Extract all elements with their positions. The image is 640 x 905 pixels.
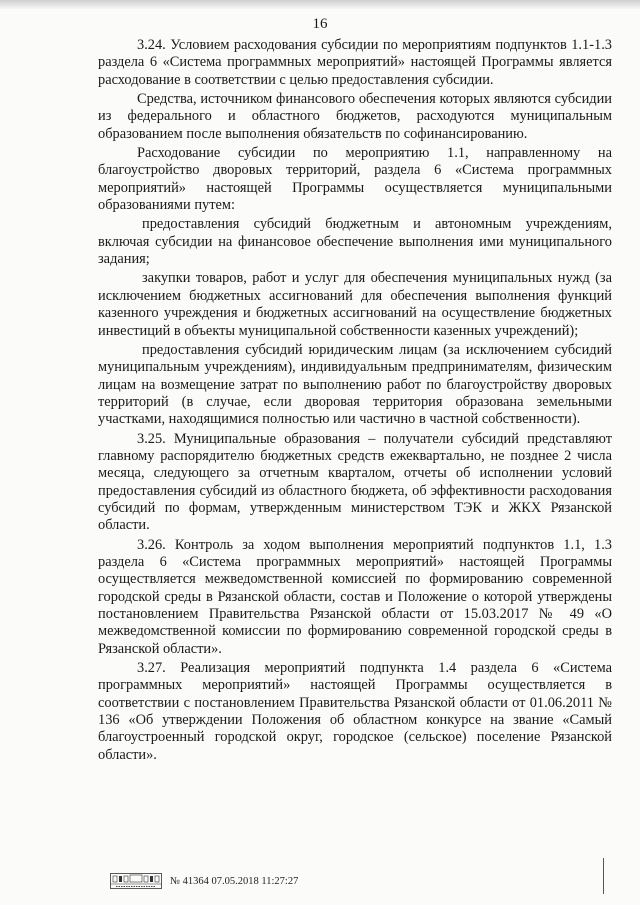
paragraph-spending-1-1: Расходование субсидии по мероприятию 1.1, направленному на благоустройство дворовых территорий, раздела 6 «Система программных мероприятий» настоящей Программы осуществляется муниципальными образованиями путем: [98,145,612,214]
paragraph-3-26: 3.26. Контроль за ходом выполнения мероприятий подпунктов 1.1, 1.3 раздела 6 «Система программных мероприятий» настоящей Программы осуществляется межведомственной комиссией по формированию современной городской среды в Рязанской области, состав и Положение о которой утверждены постановлением Правительства Рязанской области от 15.03.2017 № 49 «О межведомственной комиссии по формированию современной городской среды в Рязанской области». [98,536,612,657]
page-number: 16 [312,16,328,32]
registration-number: № 41364 07.05.2018 11:27:27 [170,875,299,887]
paragraph-3-27: 3.27. Реализация мероприятий подпункта 1.4 раздела 6 «Система программных мероприятий» настоящей Программы осуществляется в соответствии с постановлением Правительства Рязанской области от 01.06.2011 № 136 «Об утверждении Положения об областном конкурсе на звание «Самый благоустроенный городской округ, городское (сельское) поселение Рязанской области». [98,660,612,763]
paragraph-funding-sources: Средства, источником финансового обеспечения которых являются субсидии из федерального и областного бюджетов, расходуются муниципальным образованием после выполнения обязательств по софинансированию. [98,91,612,142]
paragraph-3-25: 3.25. Муниципальные образования – получатели субсидий представляют главному распорядителю бюджетных средств ежеквартально, не позднее 2 числа месяца, следующего за отчетным кварталом, отчеты об исполнении условий предоставления субсидий из областного бюджета, об эффективности расходования субсидий по формам, утвержденным министерством ТЭК и ЖКХ Рязанской области. [98,430,612,534]
list-item-procurement: закупки товаров, работ и услуг для обеспечения муниципальных нужд (за исключением бюджетных ассигнований для обеспечения выполнения функций казенного учреждения и бюджетных ассигнований на осуществление бюджетных инвестиций в объекты муниципальной собственности казенных учреждений); [98,270,612,339]
document-footer [110,872,298,890]
list-item-subsidies-institutions: предоставления субсидий бюджетным и автономным учреждениям, включая субсидии на финансовое обеспечение выполнения ими муниципального задания; [98,216,612,268]
document-body [98,37,612,764]
scan-edge [0,0,640,9]
paragraph-3-24: 3.24. Условием расходования субсидии по мероприятиям подпунктов 1.1-1.3 раздела 6 «Система программных мероприятий» настоящей Программы является расходование в соответствии с целью предоставления субсидии. [98,37,612,88]
list-item-subsidies-legal-entities: предоставления субсидий юридическим лицам (за исключением субсидий муниципальным учреждениям), индивидуальным предпринимателям, физическим лицам на возмещение затрат по выполнению работ по благоустройству дворовых территорий (в случае, если дворовая территория образована земельными участками, находящимися полностью или частично в частной собственности). [98,341,612,428]
margin-mark [603,858,604,894]
registry-stamp-logo [110,873,162,889]
